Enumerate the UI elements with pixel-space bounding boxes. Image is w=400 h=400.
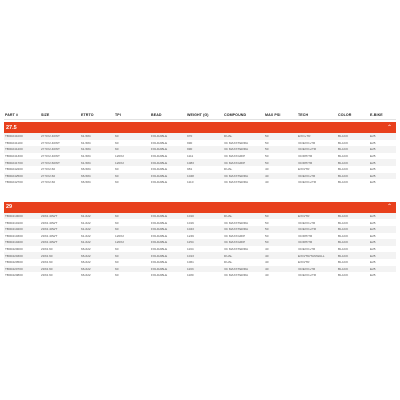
table-cell: E25 <box>370 233 376 238</box>
table-cell: E25 <box>370 154 376 159</box>
table-row <box>4 239 396 246</box>
table-cell: 1061 <box>187 260 194 265</box>
table-cell: 3C MAXXTERRA <box>224 227 249 232</box>
column-header: WEIGHT (G) <box>187 113 209 117</box>
table-cell: FOLDABLE <box>151 220 168 225</box>
table-row <box>4 272 396 279</box>
table-cell: E25 <box>370 220 376 225</box>
table-cell: BLACK <box>338 220 349 225</box>
table-row <box>4 266 396 273</box>
table-cell: E25 <box>370 180 376 185</box>
table-cell: E25 <box>370 147 376 152</box>
table-cell: 3C MAXXTERRA <box>224 220 249 225</box>
table-cell: 29X2.60 <box>41 273 53 278</box>
table-cell: 29X2.40WT <box>41 214 58 219</box>
table-cell: FOLDABLE <box>151 227 168 232</box>
table-cell: 50 <box>265 134 269 139</box>
table-cell: TB00420500 <box>5 260 23 265</box>
table-cell: 27.5X2.60 <box>41 173 56 178</box>
table-cell: 981 <box>187 167 193 172</box>
table-cell: 990 <box>187 147 193 152</box>
table-cell: 3C/EXO+TR <box>298 220 316 225</box>
group-header-29[interactable] <box>4 202 396 213</box>
table-cell: 3C MAXXTERRA <box>224 180 249 185</box>
table-cell: 61-584 <box>81 147 91 152</box>
column-header: SIZE <box>41 113 50 117</box>
table-cell: 990 <box>187 140 193 145</box>
table-cell: 61-584 <box>81 134 91 139</box>
table-cell: TB00420700 <box>5 266 23 271</box>
table-cell: BLACK <box>338 247 349 252</box>
table-cell: 27.5X2.40WT <box>41 134 60 139</box>
table-cell: TB00410100 <box>5 220 23 225</box>
table-cell: TB00241300 <box>5 154 23 159</box>
table-cell: 3C/EXO+/TR <box>298 273 317 278</box>
table-cell: 3C/DH/TR <box>298 154 313 159</box>
table-cell: E25 <box>370 260 376 265</box>
table-cell: DUAL <box>224 253 233 258</box>
spec-table <box>4 111 396 279</box>
table-cell: E25 <box>370 167 376 172</box>
table-cell: 66-584 <box>81 180 91 185</box>
table-cell: 50 <box>265 214 269 219</box>
table-cell: E25 <box>370 253 376 258</box>
table-cell: 120X2 <box>115 160 124 165</box>
table-cell: 1010 <box>187 214 194 219</box>
table-cell: FOLDABLE <box>151 253 168 258</box>
table-cell: 60 <box>115 167 119 172</box>
table-row <box>4 219 396 226</box>
table-cell: 29X2.40WT <box>41 220 58 225</box>
table-cell: FOLDABLE <box>151 154 168 159</box>
table-cell: E25 <box>370 140 376 145</box>
column-header: TPI <box>115 113 121 117</box>
table-cell: 3C/DH/TR <box>298 233 313 238</box>
table-cell: BLACK <box>338 140 349 145</box>
table-cell: 61-622 <box>81 240 91 245</box>
table-row <box>4 226 396 233</box>
table-row <box>4 246 396 253</box>
table-cell: FOLDABLE <box>151 167 168 172</box>
table-cell: DUAL <box>224 214 233 219</box>
table-cell: 60 <box>115 134 119 139</box>
table-cell: E25 <box>370 227 376 232</box>
table-cell: TB00242700 <box>5 180 23 185</box>
table-cell: 1083 <box>187 160 194 165</box>
table-row <box>4 213 396 220</box>
table-cell: 1043 <box>187 227 194 232</box>
table-cell: FOLDABLE <box>151 147 168 152</box>
table-cell: 120X2 <box>115 240 124 245</box>
table-header <box>4 111 396 120</box>
table-cell: 1048 <box>187 173 194 178</box>
table-cell: 29X2.60 <box>41 247 53 252</box>
table-cell: 40 <box>265 253 269 258</box>
table-cell: 66-584 <box>81 167 91 172</box>
table-cell: EXO/TR <box>298 214 310 219</box>
table-cell: 50 <box>265 240 269 245</box>
table-cell: 61-584 <box>81 140 91 145</box>
table-cell: 29X2.40WT <box>41 240 58 245</box>
table-cell: 66-622 <box>81 273 91 278</box>
table-cell: 50 <box>265 233 269 238</box>
table-cell: E25 <box>370 160 376 165</box>
table-cell: BLACK <box>338 233 349 238</box>
table-cell: 50 <box>265 160 269 165</box>
table-cell: 50 <box>265 154 269 159</box>
table-cell: 3C MAXXGRIP <box>224 154 246 159</box>
table-cell: 27.5X2.60WT <box>41 160 60 165</box>
table-cell: FOLDABLE <box>151 233 168 238</box>
table-cell: 66-622 <box>81 247 91 252</box>
table-cell: 40 <box>265 247 269 252</box>
table-cell: BLACK <box>338 240 349 245</box>
table-cell: BLACK <box>338 214 349 219</box>
group-header-27-5[interactable] <box>4 122 396 133</box>
table-cell: 3C MAXXTERRA <box>224 247 249 252</box>
table-cell: 50 <box>265 227 269 232</box>
table-cell: 3C/EXO+TR <box>298 247 316 252</box>
table-cell: BLACK <box>338 147 349 152</box>
table-cell: FOLDABLE <box>151 140 168 145</box>
table-cell: 3C MAXXTERRA <box>224 273 249 278</box>
table-cell: TB00241100 <box>5 140 23 145</box>
table-cell: BLACK <box>338 260 349 265</box>
table-row <box>4 159 396 166</box>
table-cell: DUAL <box>224 134 233 139</box>
table-cell: 60 <box>115 140 119 145</box>
table-cell: 1110 <box>187 180 194 185</box>
table-cell: EXO+TR <box>298 134 311 139</box>
table-cell: 60 <box>115 220 119 225</box>
table-cell: 27.5X2.60 <box>41 167 56 172</box>
table-row <box>4 179 396 186</box>
column-header: TECH <box>298 113 309 117</box>
table-cell: EXO/TR <box>298 260 310 265</box>
table-cell: 1013 <box>187 253 194 258</box>
group-title: 29 <box>6 204 13 211</box>
table-cell: 3C/DH/TR <box>298 240 313 245</box>
table-cell: 29X2.60 <box>41 260 53 265</box>
table-cell: 40 <box>265 260 269 265</box>
table-cell: E25 <box>370 173 376 178</box>
table-cell: TB00420800 <box>5 273 23 278</box>
table-cell: 3C/EXO+/TR <box>298 147 317 152</box>
table-cell: 40 <box>265 167 269 172</box>
table-cell: 29X2.40WT <box>41 233 58 238</box>
table-cell: BLACK <box>338 266 349 271</box>
table-cell: FOLDABLE <box>151 247 168 252</box>
table-row <box>4 133 396 140</box>
table-cell: 1249 <box>187 233 194 238</box>
table-cell: 60 <box>115 147 119 152</box>
column-header: E-BIKE <box>370 113 383 117</box>
table-cell: 66-622 <box>81 253 91 258</box>
table-cell: FOLDABLE <box>151 214 168 219</box>
table-cell: TB00420300 <box>5 253 23 258</box>
group-29 <box>4 202 396 279</box>
table-cell: 3C/EXO+/TR <box>298 180 317 185</box>
table-cell: 50 <box>265 147 269 152</box>
table-cell: FOLDABLE <box>151 260 168 265</box>
table-cell: 50 <box>265 140 269 145</box>
table-cell: 3C MAXXGRIP <box>224 233 246 238</box>
table-cell: BLACK <box>338 173 349 178</box>
table-row <box>4 259 396 266</box>
table-cell: 3C/EXO+TR <box>298 140 316 145</box>
table-cell: 66-584 <box>81 173 91 178</box>
table-row <box>4 146 396 153</box>
table-cell: 3C/DH/TR <box>298 160 313 165</box>
table-cell: 3C MAXXTERRA <box>224 266 249 271</box>
table-row <box>4 233 396 240</box>
table-cell: TB00241000 <box>5 134 23 139</box>
table-cell: E25 <box>370 214 376 219</box>
column-header: ETRTO <box>81 113 94 117</box>
table-cell: FOLDABLE <box>151 273 168 278</box>
group-rows <box>4 213 396 279</box>
table-cell: E25 <box>370 266 376 271</box>
table-cell: FOLDABLE <box>151 180 168 185</box>
table-cell: 1154 <box>187 240 194 245</box>
table-cell: 970 <box>187 134 193 139</box>
table-cell: 40 <box>265 266 269 271</box>
table-cell: 29X2.40WT <box>41 227 58 232</box>
table-cell: 60 <box>115 214 119 219</box>
table-cell: 29X2.60 <box>41 253 53 258</box>
table-cell: 61-584 <box>81 154 91 159</box>
table-cell: DUAL <box>224 260 233 265</box>
table-cell: FOLDABLE <box>151 134 168 139</box>
table-cell: TB00410400 <box>5 240 23 245</box>
table-cell: BLACK <box>338 253 349 258</box>
table-cell: 3C MAXXTERRA <box>224 147 249 152</box>
column-header: COLOR <box>338 113 352 117</box>
table-cell: EXO/TR <box>298 167 310 172</box>
table-cell: 60 <box>115 260 119 265</box>
table-cell: FOLDABLE <box>151 160 168 165</box>
table-row <box>4 173 396 180</box>
table-cell: 120X2 <box>115 154 124 159</box>
column-header: MAX PSI <box>265 113 281 117</box>
table-cell: DUAL <box>224 167 233 172</box>
column-header: COMPOUND <box>224 113 247 117</box>
table-cell: BLACK <box>338 154 349 159</box>
table-cell: 3C/EXO+/TR <box>298 227 317 232</box>
table-cell: E25 <box>370 273 376 278</box>
table-cell: 29X2.60 <box>41 266 53 271</box>
table-cell: 61-584 <box>81 160 91 165</box>
table-cell: 27.5X2.40WT <box>41 140 60 145</box>
chevron-up-icon[interactable]: ⌃ <box>386 204 392 211</box>
table-cell: TB00420000 <box>5 247 23 252</box>
table-cell: 27.5X2.60 <box>41 180 56 185</box>
table-cell: 61-622 <box>81 227 91 232</box>
table-cell: 27.5X2.40WT <box>41 147 60 152</box>
table-cell: TB00242500 <box>5 173 23 178</box>
table-cell: 3C MAXXTERRA <box>224 173 249 178</box>
table-cell: 66-622 <box>81 260 91 265</box>
table-cell: FOLDABLE <box>151 266 168 271</box>
table-cell: 3C MAXXGRIP <box>224 160 246 165</box>
table-cell: BLACK <box>338 134 349 139</box>
table-cell: 120X2 <box>115 233 124 238</box>
table-cell: FOLDABLE <box>151 240 168 245</box>
table-cell: E25 <box>370 240 376 245</box>
table-cell: TB00410000 <box>5 214 23 219</box>
table-cell: 1180 <box>187 273 194 278</box>
table-cell: 60 <box>115 253 119 258</box>
table-cell: 1164 <box>187 247 194 252</box>
table-cell: 61-622 <box>81 214 91 219</box>
table-cell: 1016 <box>187 220 194 225</box>
table-cell: 3C MAXXTERRA <box>224 140 249 145</box>
table-cell: 50 <box>265 220 269 225</box>
table-row <box>4 252 396 259</box>
table-cell: 60 <box>115 180 119 185</box>
table-row <box>4 166 396 173</box>
table-cell: 61-622 <box>81 233 91 238</box>
table-row <box>4 140 396 147</box>
table-cell: 27.5X2.40WT <box>41 154 60 159</box>
table-cell: BLACK <box>338 227 349 232</box>
table-cell: 60 <box>115 266 119 271</box>
table-cell: BLACK <box>338 273 349 278</box>
chevron-up-icon[interactable]: ⌃ <box>386 124 392 131</box>
table-cell: 1111 <box>187 154 194 159</box>
table-cell: 60 <box>115 273 119 278</box>
group-title: 27.5 <box>6 124 17 131</box>
table-cell: 61-622 <box>81 220 91 225</box>
table-cell: TB00410200 <box>5 227 23 232</box>
table-cell: 60 <box>115 173 119 178</box>
table-cell: BLACK <box>338 167 349 172</box>
table-cell: 40 <box>265 173 269 178</box>
table-cell: 60 <box>115 227 119 232</box>
table-cell: 3C/EXO+TR <box>298 266 316 271</box>
table-cell: BLACK <box>338 180 349 185</box>
table-cell: EXO/TR/TANWALL <box>298 253 325 258</box>
group-27-5 <box>4 122 396 186</box>
table-row <box>4 153 396 160</box>
column-header: BEAD <box>151 113 162 117</box>
table-cell: TB00241700 <box>5 160 23 165</box>
table-cell: 40 <box>265 180 269 185</box>
column-header: PART # <box>5 113 19 117</box>
table-cell: 66-622 <box>81 266 91 271</box>
table-cell: E25 <box>370 247 376 252</box>
group-rows <box>4 133 396 186</box>
table-cell: TB00242200 <box>5 167 23 172</box>
table-cell: 40 <box>265 273 269 278</box>
table-cell: BLACK <box>338 160 349 165</box>
table-cell: FOLDABLE <box>151 173 168 178</box>
table-cell: 1163 <box>187 266 194 271</box>
table-cell: 3C/EXO+TR <box>298 173 316 178</box>
table-cell: TB00410300 <box>5 233 23 238</box>
table-cell: 60 <box>115 247 119 252</box>
table-cell: TB00241200 <box>5 147 23 152</box>
table-cell: 3C MAXXGRIP <box>224 240 246 245</box>
table-cell: E25 <box>370 134 376 139</box>
